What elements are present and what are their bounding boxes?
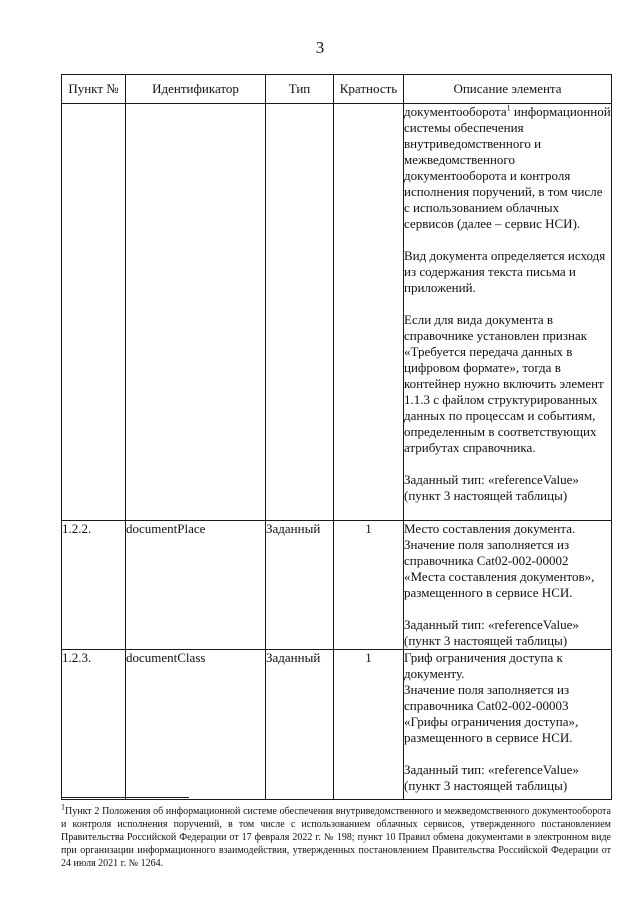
row-number: 1.2.3. <box>62 650 126 800</box>
description-paragraph <box>404 104 611 232</box>
row-number: 1.2.2. <box>62 521 126 650</box>
row-type: Заданный <box>266 650 334 800</box>
page-number: 3 <box>315 38 325 57</box>
row-multiplicity <box>334 104 404 521</box>
row-type <box>266 104 334 521</box>
description-text: документооборота <box>404 104 507 119</box>
description-paragraph: Значение поля заполняется из справочника Cat02-002-00003 «Грифы ограничения доступа», размещенного в сервисе НСИ. <box>404 682 579 745</box>
row-description <box>404 521 612 650</box>
footnote-reference: 1 <box>506 103 511 113</box>
header-type: Тип <box>266 75 334 104</box>
header-item-number: Пункт № <box>62 75 126 104</box>
description-paragraph: Гриф ограничения доступа к документу. <box>404 650 563 681</box>
row-identifier: documentPlace <box>126 521 266 650</box>
row-identifier <box>126 104 266 521</box>
table-row <box>62 521 612 650</box>
description-paragraph: Вид документа определяется исходя из содержания текста письма и приложений. <box>404 248 606 295</box>
row-multiplicity: 1 <box>334 521 404 650</box>
table-header-row <box>62 75 612 104</box>
description-paragraph: Место составления документа. Значение поля заполняется из справочника Cat02-002-00002 «Места составления документов», размещенного в сервисе НСИ. <box>404 521 595 600</box>
row-identifier: documentClass <box>126 650 266 800</box>
description-paragraph: Если для вида документа в справочнике установлен признак «Требуется передача данных в цифровом формате», тогда в контейнер нужно включить элемент 1.1.3 с файлом структурированных данных по процессам и событиям, определенным в соответствующих атрибутах справочника. <box>404 312 604 455</box>
footnote-mark: 1 <box>61 802 65 812</box>
description-text: информационной системы обеспечения внутриведомственного и межведомственного документооборота и контроля исполнения поручений, в том числе с использованием облачных сервисов (далее – сервис НСИ). <box>404 104 611 231</box>
table-row <box>62 650 612 800</box>
description-paragraph: Заданный тип: «referenceValue» (пункт 3 настоящей таблицы) <box>404 762 579 793</box>
row-type: Заданный <box>266 521 334 650</box>
table-row <box>62 104 612 521</box>
footnote-divider <box>61 797 189 798</box>
description-paragraph: Заданный тип: «referenceValue» (пункт 3 настоящей таблицы) <box>404 617 579 648</box>
header-multiplicity: Кратность <box>334 75 404 104</box>
footnote <box>61 802 611 870</box>
description-paragraph: Заданный тип: «referenceValue» (пункт 3 настоящей таблицы) <box>404 472 579 503</box>
row-number <box>62 104 126 521</box>
header-identifier: Идентификатор <box>126 75 266 104</box>
header-description: Описание элемента <box>404 75 612 104</box>
row-description <box>404 104 612 521</box>
footnote-text: Пункт 2 Положения об информационной системе обеспечения внутриведомственного и межведомственного документооборота и контроля исполнения поручений, в том числе с использованием облачных сервисов, утвержденного постановлением Правительства Российской Федерации от 17 февраля 2022 г. № 198; пункт 10 Правил обмена документами в электронном виде при организации информационного взаимодействия, утвержденных постановлением Правительства Российской Федерации от 24 июля 2021 г. № 1264. <box>61 806 611 869</box>
row-description <box>404 650 612 800</box>
row-multiplicity: 1 <box>334 650 404 800</box>
element-table <box>61 74 612 800</box>
